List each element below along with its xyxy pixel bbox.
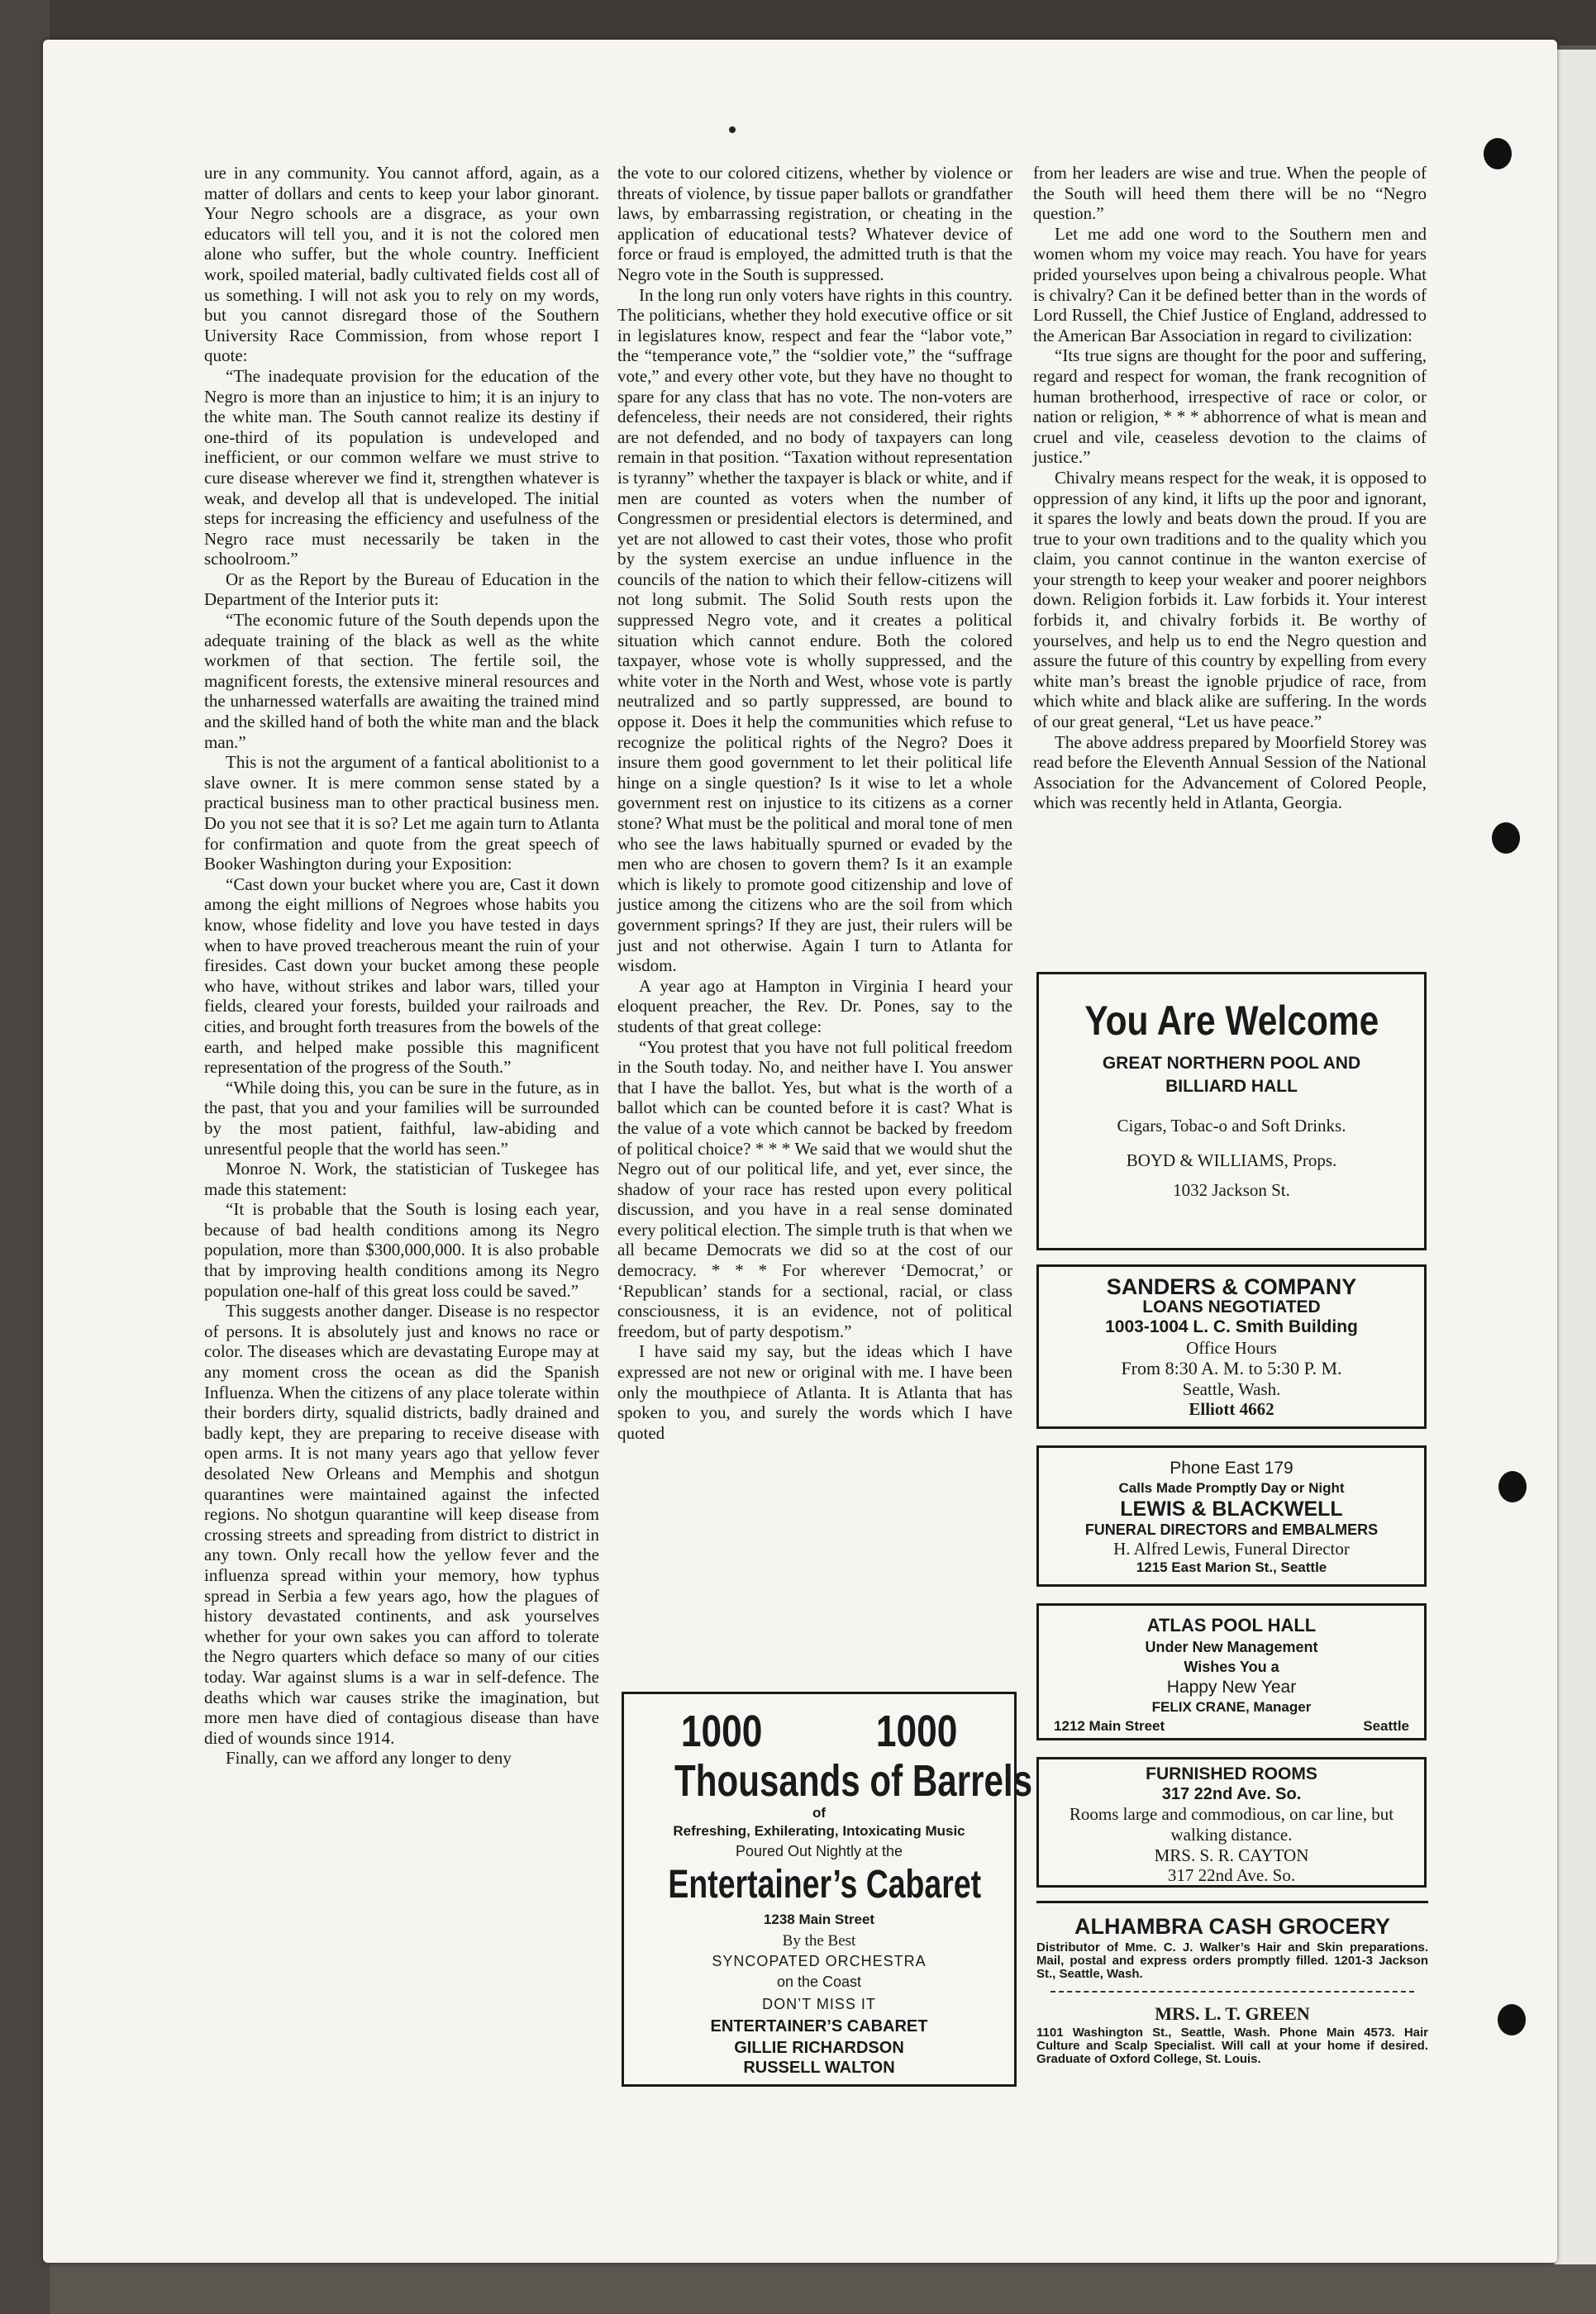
ad-goods: Cigars, Tobac‑o and Soft Drinks. (1117, 1116, 1346, 1136)
article-paragraph: Or as the Report by the Bureau of Education in the Department of the Interior puts it: (204, 569, 599, 610)
ad-line: Refreshing, Exhilerating, Intoxicating Music (673, 1823, 965, 1839)
article-paragraph: “The inadequate provision for the education of the Negro is more than an injustice to him; it is an injury to the white man. The South cannot realize its destiny if one-third of its population is undeveloped and inefficient, or our common welfare we must strive to cure disease wherever we find it, strengthen whatever is weak, and develop all that is undeveloped. The initial steps for increasing the efficiency and usefulness of the Negro race must necessarily be taken in the schoolroom.” (204, 365, 599, 569)
ad-furnished-rooms (1036, 1757, 1427, 1888)
ad-of: of (812, 1805, 827, 1821)
ad-mrs-green (1036, 2002, 1428, 2066)
ad-business-name: ALHAMBRA CASH GROCERY (1074, 1914, 1390, 1939)
ad-proprietors: BOYD & WILLIAMS, Props. (1126, 1150, 1337, 1170)
ad-number-left: 1000 (680, 1707, 763, 1756)
article-paragraph: This suggests another danger. Disease is no respector of persons. It is absolutely just and knows no race or color. The diseases which are devastating Europe may at any moment cross the ocean as did the Spanish Influenza. When the citizens of any place tolerate within their borders dirty, squalid districts, badly drained and badly kept, they are preparing to receive disease with open arms. It is not many years ago that yellow fever desolated New Orleans and Memphis and shotgun quarantines were maintained against the infected regions. No shotgun quarantine will keep disease from crossing streets and spreading from district to district in any town. Only recall how the yellow fever and the influenza spread within your memory, how typhus spread in Serbia a few years ago, how the plagues of history devastated continents, and ask yourselves whether for your own sakes you can afford to tolerate the Negro quarters which deface so many of our cities today. War against slums is a war in self-defence. The deaths which war causes strike the imagination, but more men have died of contagious disease than have died of wounds since 1914. (204, 1301, 599, 1748)
page-edge (1554, 50, 1596, 2264)
ad-business-name: LEWIS & BLACKWELL (1120, 1497, 1343, 1521)
ad-alhambra-grocery (1036, 1901, 1428, 1993)
ad-hours: From 8:30 A. M. to 5:30 P. M. (1121, 1358, 1342, 1378)
ad-headline: You Are Welcome (1084, 997, 1379, 1044)
article-column-2 (617, 163, 1012, 1443)
ad-phone: Phone East 179 (1170, 1459, 1293, 1478)
article-paragraph: Chivalry means respect for the weak, it is opposed to oppression of any kind, it lifts up the poor and ignorant, it spares the lowly and beats down the proud. If you are true to your own traditions and to the quality which you claim, you cannot continue in the wanton exercise of your strength to keep your weaker and poorer neighbors down. Religion forbids it. Law forbids it. Your interest forbids it, and chivalry forbids it. Be worthy of yourselves, and help us to end the Negro question and assure the future of this country by expelling from every white man’s breast the ignoble prjudice of race, from which white and black alike are suffering. In the words of our great general, “Let us have peace.” (1033, 467, 1427, 732)
ad-business-name: GREAT NORTHERN POOL AND (1102, 1054, 1361, 1073)
ad-manager: FELIX CRANE, Manager (1151, 1699, 1312, 1715)
ad-description: 1101 Washington St., Seattle, Wash. Phone Main 4573. Hair Culture and Scalp Specialist. Will call at your home if desired. Graduate of Oxford College, St. Louis. (1036, 2026, 1428, 2066)
punch-hole (1484, 138, 1512, 169)
article-paragraph: “Its true signs are thought for the poor and suffering, regard and respect for woman, the frank recognition of human brotherhood, irrespective of race or color, or nation or religion, * * * abhorrence of what is mean and cruel and vile, ceaseless devotion to the claims of justice.” (1033, 345, 1427, 468)
ad-sanders-company (1036, 1264, 1427, 1429)
article-column-3 (1033, 163, 1427, 813)
ad-entertainers-cabaret (622, 1692, 1033, 2087)
ad-business-name: FURNISHED ROOMS (1146, 1764, 1317, 1783)
article-paragraph: “You protest that you have not full political freedom in the South today. No, and neither have I. You answer that I have the ballot. Yes, but what is the worth of a ballot which can be counted before it is cast? What is the value of a vote which cannot be backed by freedom of political choice? * * * We said that we would shut the Negro out of our political life, and yet, ever since, the shadow of your race has rested upon every political discussion, and you have in a real sense dominated every political election. The simple truth is that when we all became Democrats we did so at the cost of our democracy. * * * For wherever ‘Democrat,’ or ‘Republican’ stands for a sectional, racial, or class consciousness, it is an evidence, not of political freedom, but of party despotism.” (617, 1036, 1012, 1341)
article-paragraph: Let me add one word to the Southern men and women whom my voice may reach. You have for years prided yourselves upon being a chivalrous people. What is chivalry? Can it be defined better than in the words of Lord Russell, the Chief Justice of England, addressed to the American Bar Association in regard to civilization: (1033, 223, 1427, 345)
ad-line: Office Hours (1186, 1338, 1277, 1358)
ad-address: 1238 Main Street (763, 1912, 875, 1927)
ad-line: LOANS NEGOTIATED (1142, 1297, 1321, 1317)
ad-line: H. Alfred Lewis, Funeral Director (1113, 1539, 1350, 1559)
article-paragraph: from her leaders are wise and true. When the people of the South will heed them there will be no “Negro question.” (1033, 163, 1427, 224)
ad-city: Seattle, Wash. (1182, 1379, 1281, 1399)
punch-hole (1498, 2004, 1526, 2035)
ad-line: Under New Management (1145, 1639, 1318, 1655)
ad-business-name: Entertainer’s Cabaret (668, 1863, 982, 1907)
article-paragraph: “The economic future of the South depends upon the adequate training of the black as well as the white workmen of that section. The fertile soil, the magnificent forests, the extensive mineral resources and the unharnessed waterfalls are awaiting the trained mind and the skilled hand of both the white man and the black man.” (204, 610, 599, 752)
ink-dot (729, 126, 736, 133)
ad-address: 317 22nd Ave. So. (1161, 1785, 1302, 1803)
ad-line: Happy New Year (1166, 1678, 1297, 1697)
article-paragraph: Monroe N. Work, the statistician of Tuskegee has made this statement: (204, 1159, 599, 1199)
article-paragraph: In the long run only voters have rights in this country. The politicians, whether they hold executive office or sit in legislatures know, respect and fear the “labor vote,” the “temperance vote,” the “soldier vote,” the “suffrage vote,” and every other vote, but they have no thought to spare for any class that has no vote. The non-voters are defenceless, their needs are not considered, their rights are not defended, and no body of taxpayers can long remain in that position. “Taxation without representation is tyranny” whether the taxpayer is black or white, and if men are counted as voters when the number of Congressmen or presidential electors is determined, and yet are not allowed to cast their votes, those who profit by the system exercise an undue influence in the councils of the nation to which their fellow-citizens will not long submit. The Solid South rests upon the suppressed Negro vote, and it creates a political situation which cannot endure. Both the colored taxpayer, whose vote is wholly suppressed, and the white voter in the North and West, whose vote is partly neutralized and so partly suppressed, are bound to oppose it. Does it help the communities which refuse to recognize the political rights of the Negro? Does it insure them good government to let their political life hinge on a single question? Is it wise to let a whole government rest on injustice to its citizens as a corner stone? What must be the political and moral tone of men who see the laws habitually spurned or evaded by the men who are chosen to govern them? Is it an example which is likely to promote good citizenship and love of justice among the citizens who are the soil from which government springs? If they are just, their rulers will be just and not otherwise. Again I turn to Atlanta for wisdom. (617, 284, 1012, 976)
ad-address: 1212 Main Street (1054, 1718, 1165, 1734)
ad-line: FUNERAL DIRECTORS and EMBALMERS (1084, 1521, 1379, 1538)
article-paragraph: Finally, can we afford any longer to deny (226, 1748, 512, 1769)
ad-business-name: BILLIARD HALL (1165, 1077, 1298, 1096)
ad-owner: GILLIE RICHARDSON (734, 2039, 904, 2057)
ad-atlas-pool-hall (1036, 1603, 1427, 1740)
ad-owner: MRS. S. R. CAYTON (1154, 1845, 1309, 1865)
article-paragraph: I have said my say, but the ideas which I have expressed are not new or original with me. I have been only the mouthpiece of Atlanta. It is Atlanta that has spoken to you, and surely the words which I have quoted (617, 1341, 1012, 1443)
ad-address: 317 22nd Ave. So. (1167, 1865, 1296, 1885)
article-paragraph: The above address prepared by Moorfield Storey was read before the Eleventh Annual Session of the National Association for the Advancement of Colored People, which was recently held in Atlanta, Georgia. (1033, 731, 1427, 813)
ad-address: 1003-1004 L. C. Smith Building (1105, 1317, 1358, 1336)
ad-description: Rooms large and commodious, on car line, but walking distance. (1069, 1804, 1394, 1845)
article-paragraph: “While doing this, you can be sure in the future, as in the past, that you and your families will be surrounded by the most patient, faithful, law-abiding and unresentful people that the world has seen.” (204, 1077, 599, 1159)
ad-business-name: MRS. L. T. GREEN (1155, 2003, 1310, 2024)
ad-address: 1032 Jackson St. (1173, 1180, 1290, 1200)
ad-headline: Thousands of Barrels (674, 1756, 1033, 1806)
ad-line: DON’T MISS IT (762, 1996, 876, 2012)
ad-line: ENTERTAINER’S CABARET (710, 2017, 928, 2035)
ad-line: Poured Out Nightly at the (735, 1843, 903, 1859)
background-top (0, 0, 1596, 45)
ad-line: Wishes You a (1184, 1659, 1279, 1675)
ad-line: Calls Made Promptly Day or Night (1118, 1480, 1345, 1496)
ad-line: SYNCOPATED ORCHESTRA (712, 1953, 927, 1969)
ad-business-name: ATLAS POOL HALL (1146, 1615, 1317, 1636)
punch-hole (1492, 822, 1520, 854)
ad-description: Distributor of Mme. C. J. Walker’s Hair and Skin preparations. Mail, postal and express orders promptly filled. 1201-3 Jackson St., Seattle, Wash. (1036, 1940, 1428, 1981)
punch-hole (1498, 1471, 1527, 1502)
ad-line: on the Coast (776, 1974, 862, 1990)
ad-owner: RUSSELL WALTON (743, 2059, 895, 2077)
article-paragraph: the vote to our colored citizens, whether by violence or threats of violence, by tissue paper ballots or grandfather laws, by embarrassing registration, or cheating in the application of educational tests? Whatever device of force or fraud is employed, the admitted truth is that the Negro vote in the South is suppressed. (617, 163, 1012, 284)
background-left (0, 0, 50, 2314)
article-paragraph: ure in any community. You cannot afford, again, as a matter of dollars and cents to keep your labor ginorant. Your Negro schools are a disgrace, as your own educators will tell you, and it is not the colored men alone who suffer, but the whole country. Inefficient work, spoiled material, badly cultivated fields cost all of us something. I will not ask you to rely on my words, but you cannot disregard those of the Southern University Race Commission, from whose report I quote: (204, 163, 599, 366)
article-column-1 (204, 163, 599, 1769)
ad-lewis-blackwell (1036, 1445, 1427, 1587)
ad-phone: Elliott 4662 (1189, 1399, 1274, 1419)
ad-address-row (1039, 1716, 1424, 1736)
ad-number-right: 1000 (875, 1707, 958, 1756)
ad-address: 1215 East Marion St., Seattle (1136, 1559, 1327, 1575)
ad-great-northern-pool (1036, 972, 1427, 1250)
ad-line: By the Best (782, 1932, 856, 1950)
article-paragraph: “It is probable that the South is losing each year, because of bad health conditions among its Negro population, more than $300,000,000. It is also probable that by improving health conditions among its Negro population one-half of this great loss could be saved.” (204, 1199, 599, 1301)
divider (1051, 1991, 1414, 1993)
article-paragraph: This is not the argument of a fantical abolitionist to a slave owner. It is mere common sense stated by a practical business man to other practical business men. Do you not see that it is so? Let me again turn to Atlanta for confirmation and quote from the great speech of Booker Washington during your Exposition: (204, 752, 599, 874)
ad-city: Seattle (1363, 1718, 1409, 1734)
article-paragraph: A year ago at Hampton in Virginia I heard your eloquent preacher, the Rev. Dr. Pones, say to the students of that great college: (617, 975, 1012, 1036)
article-paragraph: “Cast down your bucket where you are, Cast it down among the eight millions of Negroes whose habits you know, whose fidelity and love you have tested in days when to have proved treacherous meant the ruin of your firesides. Cast down your bucket among these people who have, without strikes and labor wars, tilled your fields, cleared your forests, builded your railroads and cities, and brought forth treasures from the bowels of the earth, and helped make possible this magnificent representation of the progress of the South.” (204, 874, 599, 1078)
ad-business-name: SANDERS & COMPANY (1106, 1274, 1357, 1299)
